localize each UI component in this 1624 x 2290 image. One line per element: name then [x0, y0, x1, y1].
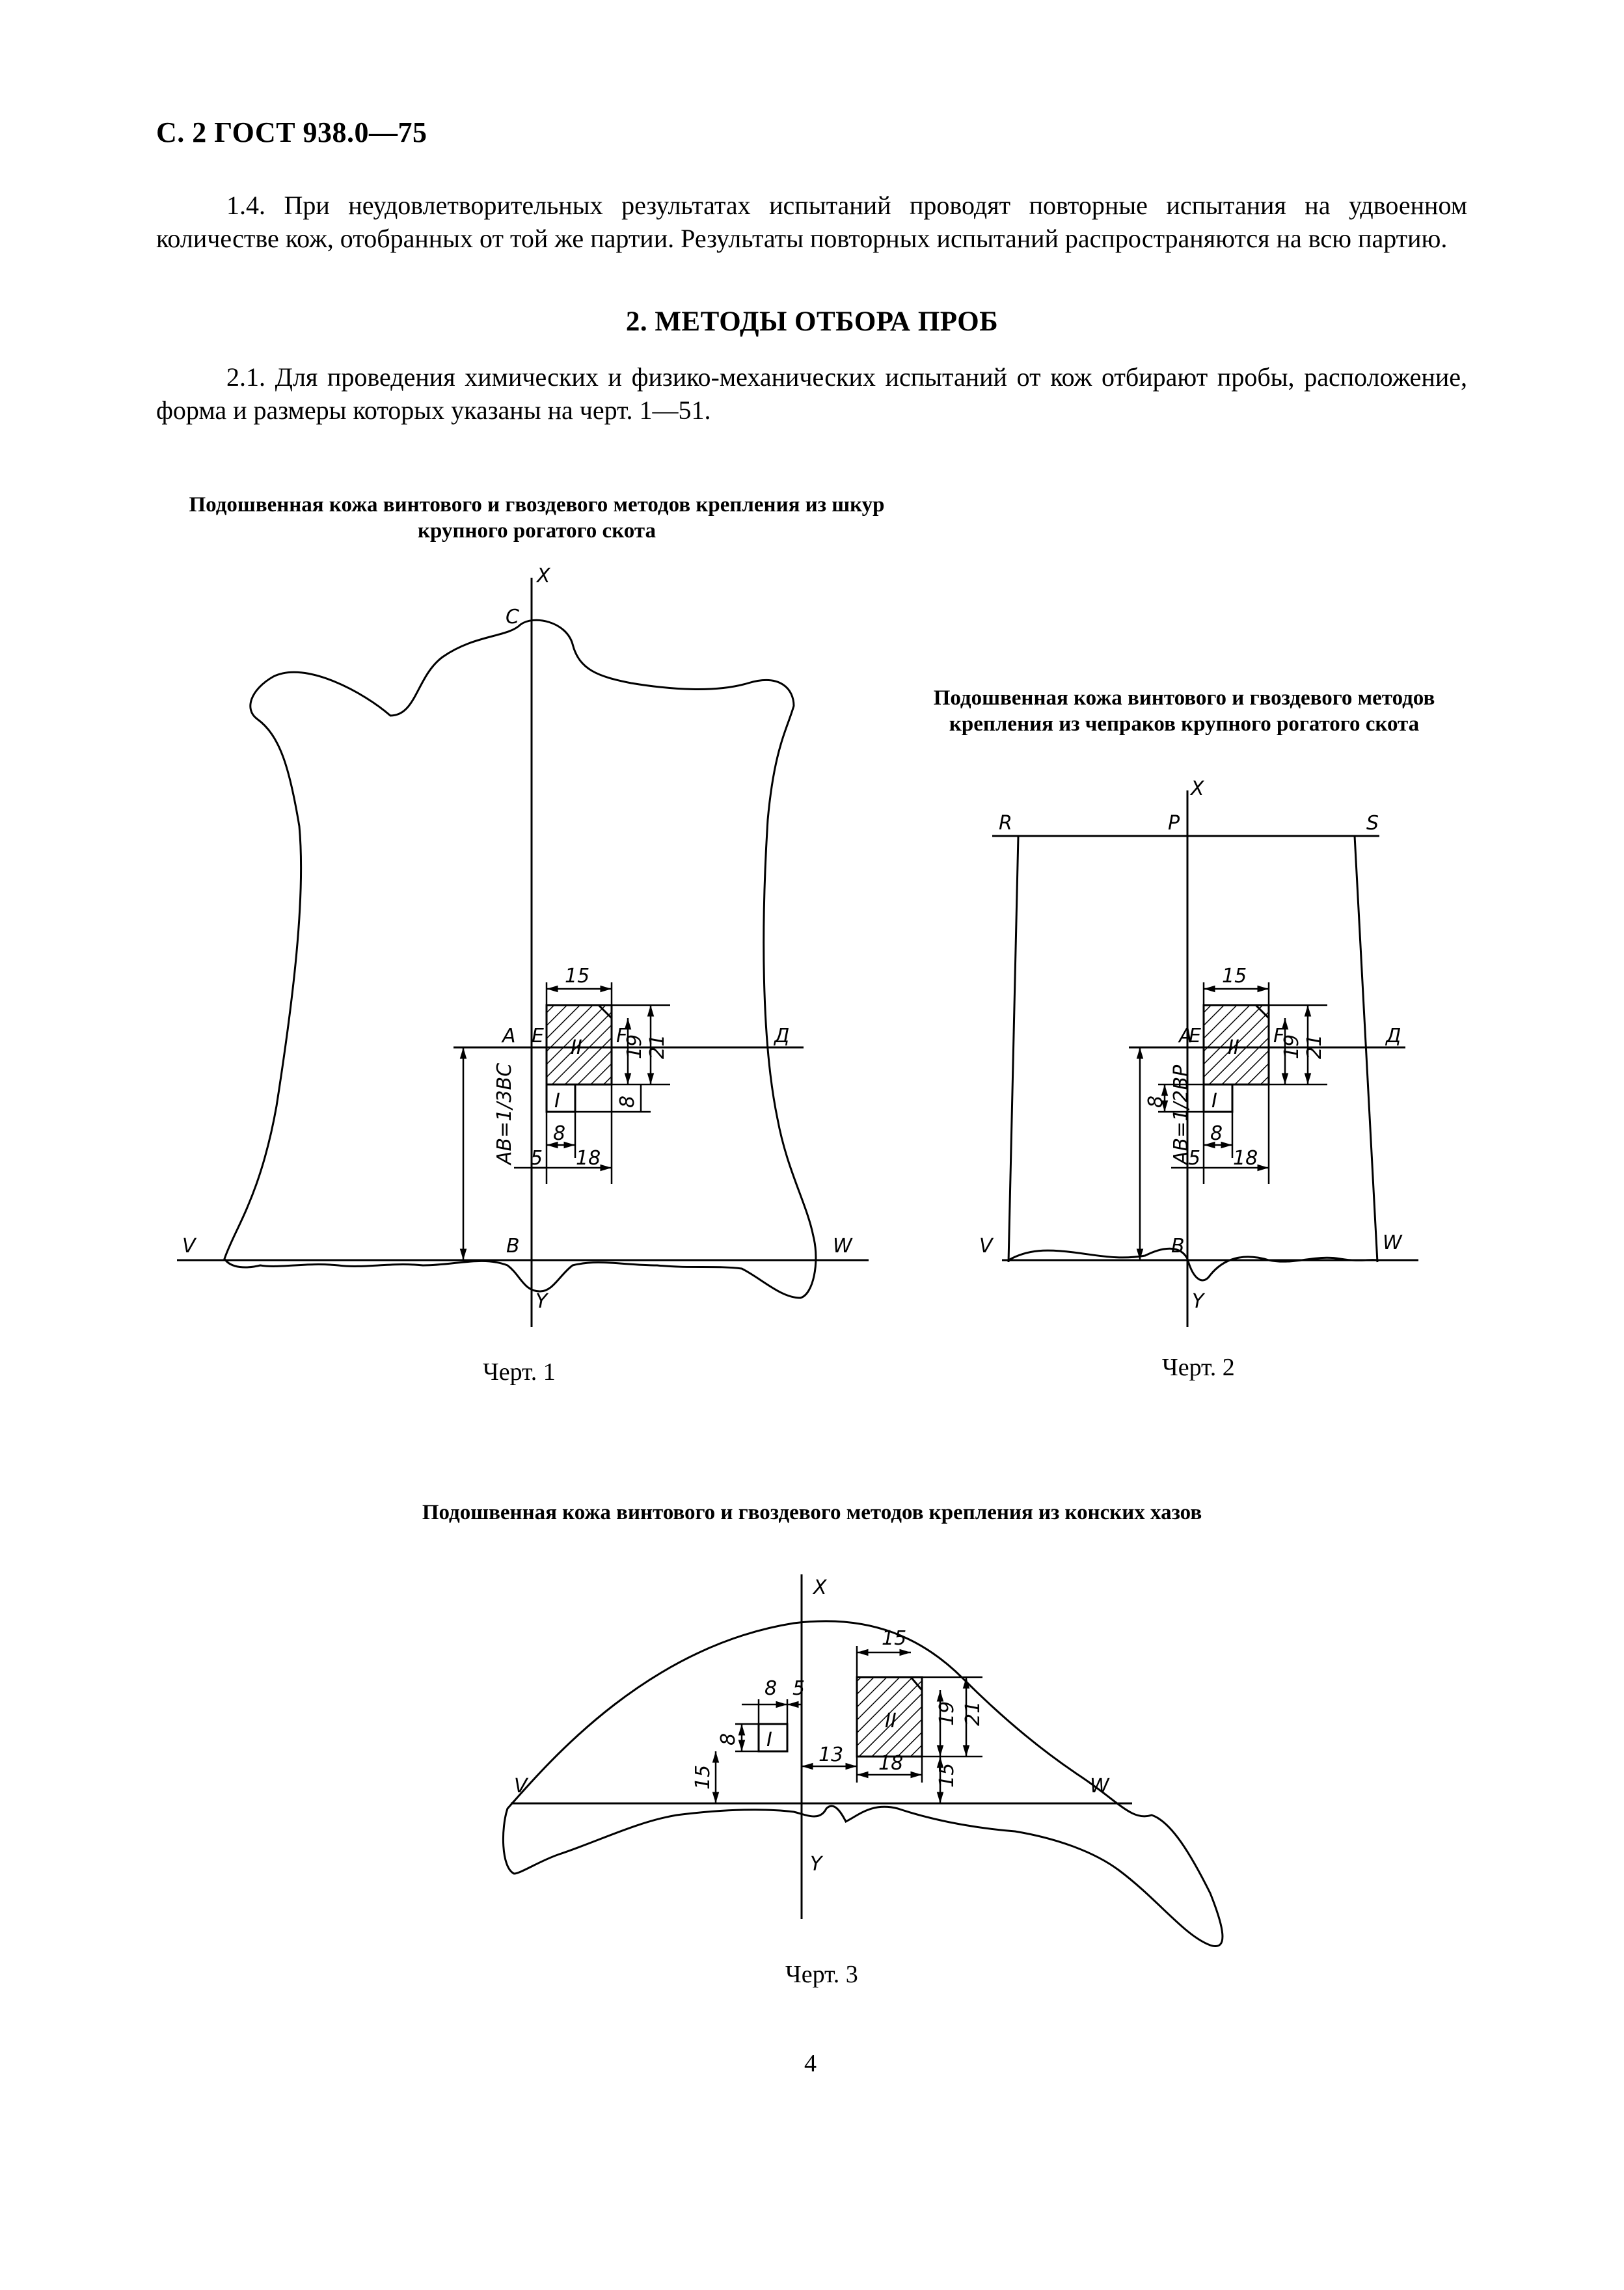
dim-21: 21 [962, 1701, 984, 1726]
dim-18: 18 [878, 1752, 904, 1775]
dim-8-horizontal: 8 [553, 1122, 566, 1145]
dim-8-vertical: 8 [1144, 1095, 1167, 1108]
formula-ab: AB=1/3BC [493, 1062, 516, 1165]
dim-8-vertical: 8 [717, 1732, 740, 1745]
dim-15-top: 15 [882, 1627, 907, 1650]
sample-1 [1204, 1084, 1232, 1112]
right-edge [1355, 836, 1377, 1262]
label-c: C [506, 606, 519, 628]
label-a: A [502, 1025, 516, 1047]
label-w: W [1383, 1232, 1402, 1254]
sample-1-label: I [766, 1729, 772, 1751]
page-number: 4 [804, 2050, 817, 2077]
label-d: Д [774, 1025, 790, 1047]
label-b: B [1171, 1235, 1185, 1258]
label-f: F [1273, 1025, 1285, 1047]
dim-21: 21 [1303, 1034, 1326, 1059]
sample-2-label: II [885, 1710, 897, 1732]
dim-15: 15 [565, 965, 590, 988]
sample-1-label: I [1211, 1090, 1217, 1112]
section-title: 2. МЕТОДЫ ОТБОРА ПРОБ [625, 306, 999, 337]
label-x: X [1191, 777, 1204, 800]
label-w: W [1090, 1775, 1109, 1798]
dim-18: 18 [1233, 1147, 1258, 1170]
sample-2-label: II [571, 1036, 582, 1059]
label-f: F [616, 1025, 628, 1047]
figure-3-label: Черт. 3 [785, 1961, 858, 1988]
sample-1 [547, 1084, 575, 1112]
dim-15: 15 [1222, 965, 1247, 988]
label-p: P [1168, 812, 1180, 835]
hide-outline [224, 620, 816, 1298]
figure-1-caption: Подошвенная кожа винтового и гвоздевого методов крепления из шкур крупного рогатого скота [189, 493, 885, 543]
left-edge [1008, 836, 1018, 1262]
dim-18: 18 [576, 1147, 601, 1170]
paragraph-1-4: 1.4. При неудовлетворительных результатах испытаний проводят повторные испытания на удвоенном количестве кож, отобранных от той же партии. Результаты повторных испытаний распространяются на всю партию. [156, 191, 1467, 253]
label-x: X [813, 1576, 827, 1599]
dim-19: 19 [936, 1701, 958, 1726]
figure-1-drawing [177, 578, 869, 1327]
sample-1 [759, 1724, 787, 1751]
figure-3-drawing [503, 1574, 1223, 1946]
dim-21: 21 [646, 1034, 669, 1059]
dim-19: 19 [623, 1034, 646, 1059]
figure-2-caption: Подошвенная кожа винтового и гвоздевого методов крепления из чепраков крупного рогатого скота [933, 686, 1435, 736]
dim-8-vertical: 8 [616, 1095, 639, 1108]
dim-15-bottom: 15 [936, 1762, 958, 1788]
figure-2-labels [979, 777, 1403, 1313]
figure-1-labels [182, 565, 853, 1313]
label-y: Y [535, 1290, 548, 1313]
label-v: V [182, 1235, 196, 1258]
dim-8-horizontal: 8 [765, 1677, 778, 1700]
sample-2-label: II [1228, 1036, 1239, 1059]
page-header: С. 2 ГОСТ 938.0—75 [156, 116, 427, 148]
dim-13: 13 [819, 1744, 844, 1766]
dim-19: 19 [1280, 1034, 1303, 1059]
label-r: R [999, 812, 1012, 835]
figure-2-label: Черт. 2 [1162, 1354, 1235, 1381]
label-e: E [532, 1025, 544, 1047]
sample-1-label: I [554, 1090, 560, 1112]
paragraph-2-1: 2.1. Для проведения химических и физико-механических испытаний от кож отбирают пробы, расположение, форма и размеры которых указаны на черт. 1—51. [156, 362, 1467, 425]
label-v: V [979, 1235, 993, 1258]
label-v: V [514, 1775, 528, 1798]
hide-outline [503, 1621, 1223, 1946]
figure-3-caption: Подошвенная кожа винтового и гвоздевого методов крепления из конских хазов [422, 1501, 1202, 1524]
label-d: Д [1386, 1025, 1401, 1047]
label-b: B [506, 1235, 520, 1258]
label-a: A [1179, 1025, 1193, 1047]
label-y: Y [1192, 1290, 1204, 1313]
dim-8-horizontal: 8 [1210, 1122, 1223, 1145]
figure-1-label: Черт. 1 [483, 1358, 556, 1386]
bottom-outline [1008, 1248, 1377, 1280]
dim-5: 5 [1188, 1147, 1201, 1170]
figure-2-drawing [992, 790, 1418, 1327]
label-y: Y [810, 1853, 822, 1876]
dim-15-vertical: 15 [692, 1764, 714, 1790]
formula-ab: AB=1/2BP [1170, 1064, 1193, 1165]
label-s: S [1366, 812, 1379, 835]
label-w: W [833, 1235, 852, 1258]
dim-5: 5 [792, 1677, 805, 1700]
dim-5: 5 [530, 1147, 543, 1170]
label-x: X [537, 565, 550, 587]
label-e: E [1189, 1025, 1201, 1047]
